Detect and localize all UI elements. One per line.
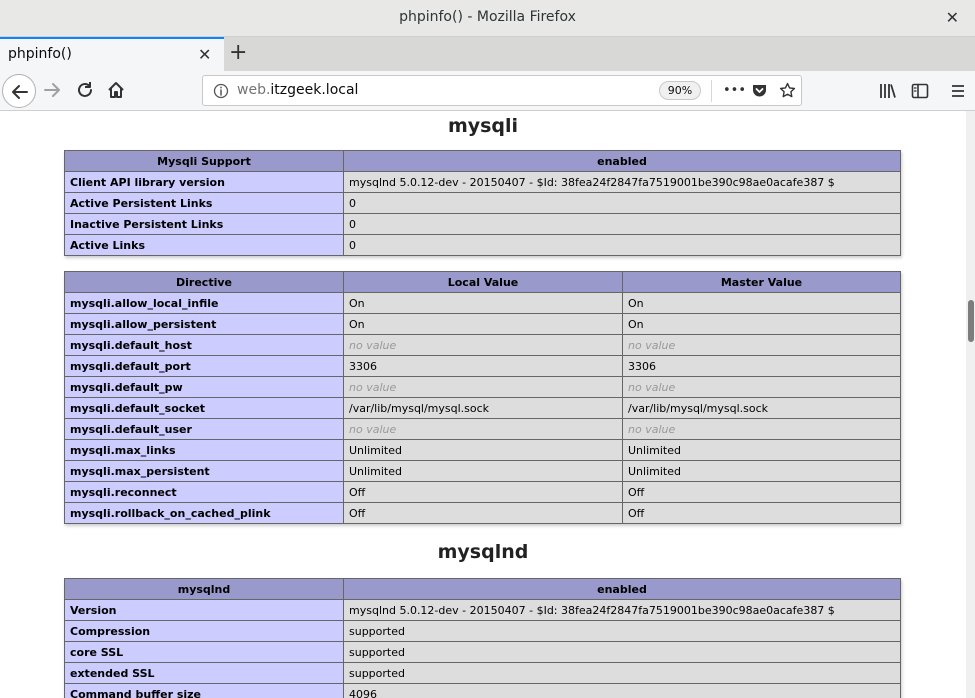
local-value: Off — [344, 482, 623, 503]
table-row — [65, 461, 901, 482]
row-value: mysqlnd 5.0.12-dev - 20150407 - $Id: 38fea24f2847fa7519001be390c98ae0acafe387 $ — [344, 172, 901, 193]
tab-label: phpinfo() — [8, 46, 72, 62]
table-row — [65, 482, 901, 503]
row-value: 4096 — [344, 684, 901, 698]
local-value: Unlimited — [344, 440, 623, 461]
mysqli-heading: mysqli — [447, 115, 519, 137]
table-header-row — [65, 151, 901, 172]
row-key: Client API library version — [65, 172, 344, 193]
row-key: mysqli.max_persistent — [65, 461, 344, 482]
row-key: Active Persistent Links — [65, 193, 344, 214]
local-value: Unlimited — [344, 461, 623, 482]
header-cell: mysqlnd — [65, 579, 344, 600]
back-arrow-icon — [11, 83, 29, 101]
local-value: 3306 — [344, 356, 623, 377]
row-key: mysqli.default_port — [65, 356, 344, 377]
page-content — [0, 111, 966, 698]
tab-phpinfo[interactable] — [0, 37, 224, 71]
site-info-icon[interactable] — [213, 83, 229, 99]
row-key: Version — [65, 600, 344, 621]
row-key: mysqli.allow_persistent — [65, 314, 344, 335]
row-key: core SSL — [65, 642, 344, 663]
no-value-text: no value — [349, 338, 397, 352]
table-row — [65, 398, 901, 419]
header-cell: enabled — [344, 579, 901, 600]
row-key: Compression — [65, 621, 344, 642]
master-value: 3306 — [623, 356, 901, 377]
mysqli-support-table — [64, 150, 901, 256]
no-value-text: no value — [349, 422, 397, 436]
back-button[interactable] — [2, 74, 36, 108]
table-row — [65, 684, 901, 698]
header-cell: Local Value — [344, 272, 623, 293]
master-value: Unlimited — [623, 461, 901, 482]
row-key: Inactive Persistent Links — [65, 214, 344, 235]
header-cell: Directive — [65, 272, 344, 293]
row-value: mysqlnd 5.0.12-dev - 20150407 - $Id: 38fea24f2847fa7519001be390c98ae0acafe387 $ — [344, 600, 901, 621]
master-value — [623, 335, 901, 356]
bookmark-star-icon[interactable] — [779, 82, 796, 99]
table-row — [65, 193, 901, 214]
table-row — [65, 172, 901, 193]
header-cell: Mysqli Support — [65, 151, 344, 172]
table-row — [65, 642, 901, 663]
mysqlnd-heading: mysqlnd — [437, 541, 529, 563]
library-icon[interactable] — [879, 82, 897, 100]
table-row — [65, 600, 901, 621]
row-value: 0 — [344, 214, 901, 235]
header-cell: enabled — [344, 151, 901, 172]
mysqlnd-table — [64, 578, 901, 698]
table-row — [65, 214, 901, 235]
vertical-scrollbar[interactable] — [966, 111, 975, 698]
local-value — [344, 419, 623, 440]
local-value: On — [344, 293, 623, 314]
row-key: mysqli.default_host — [65, 335, 344, 356]
no-value-text: no value — [349, 380, 397, 394]
row-value: supported — [344, 642, 901, 663]
nav-bar — [0, 71, 975, 111]
page-actions-icon[interactable]: ••• — [723, 83, 747, 98]
no-value-text: no value — [628, 422, 676, 436]
table-row — [65, 356, 901, 377]
table-row — [65, 235, 901, 256]
header-cell: Master Value — [623, 272, 901, 293]
url-text[interactable]: web.itzgeek.local — [237, 82, 359, 98]
local-value — [344, 335, 623, 356]
window-close-button[interactable]: ✕ — [945, 8, 959, 27]
row-key: Command buffer size — [65, 684, 344, 698]
local-value: /var/lib/mysql/mysql.sock — [344, 398, 623, 419]
local-value: Off — [344, 503, 623, 524]
table-row — [65, 621, 901, 642]
master-value: Off — [623, 503, 901, 524]
row-key: mysqli.allow_local_infile — [65, 293, 344, 314]
table-row — [65, 663, 901, 684]
table-row — [65, 314, 901, 335]
url-bar[interactable] — [202, 75, 802, 106]
mysqli-directives-table — [64, 271, 901, 524]
master-value: On — [623, 314, 901, 335]
reload-icon[interactable] — [76, 81, 94, 99]
table-row — [65, 440, 901, 461]
row-value: supported — [344, 621, 901, 642]
master-value — [623, 419, 901, 440]
row-value: 0 — [344, 193, 901, 214]
no-value-text: no value — [628, 380, 676, 394]
row-key: mysqli.default_user — [65, 419, 344, 440]
scrollbar-thumb[interactable] — [968, 300, 974, 342]
forward-arrow-icon[interactable] — [43, 81, 61, 99]
url-separator — [711, 80, 712, 102]
table-header-row — [65, 579, 901, 600]
row-key: mysqli.max_links — [65, 440, 344, 461]
table-row — [65, 503, 901, 524]
home-icon[interactable] — [107, 81, 125, 99]
row-key: extended SSL — [65, 663, 344, 684]
table-row — [65, 335, 901, 356]
row-key: mysqli.default_socket — [65, 398, 344, 419]
table-row — [65, 377, 901, 398]
table-row — [65, 293, 901, 314]
zoom-indicator[interactable]: 90% — [659, 81, 701, 100]
tab-close-icon[interactable]: ✕ — [198, 45, 212, 64]
row-key: mysqli.reconnect — [65, 482, 344, 503]
local-value — [344, 377, 623, 398]
local-value: On — [344, 314, 623, 335]
row-value: 0 — [344, 235, 901, 256]
sidebar-icon[interactable] — [911, 82, 929, 100]
window-title: phpinfo() - Mozilla Firefox — [399, 9, 576, 25]
master-value: /var/lib/mysql/mysql.sock — [623, 398, 901, 419]
pocket-icon[interactable] — [751, 82, 768, 99]
no-value-text: no value — [628, 338, 676, 352]
master-value: Off — [623, 482, 901, 503]
window-titlebar — [0, 0, 975, 37]
master-value: On — [623, 293, 901, 314]
row-key: mysqli.rollback_on_cached_plink — [65, 503, 344, 524]
master-value — [623, 377, 901, 398]
row-key: mysqli.default_pw — [65, 377, 344, 398]
row-key: Active Links — [65, 235, 344, 256]
hamburger-menu-icon[interactable] — [950, 82, 966, 100]
table-row — [65, 419, 901, 440]
table-header-row — [65, 272, 901, 293]
row-value: supported — [344, 663, 901, 684]
tab-strip — [0, 37, 975, 71]
new-tab-button[interactable]: + — [229, 40, 248, 65]
master-value: Unlimited — [623, 440, 901, 461]
